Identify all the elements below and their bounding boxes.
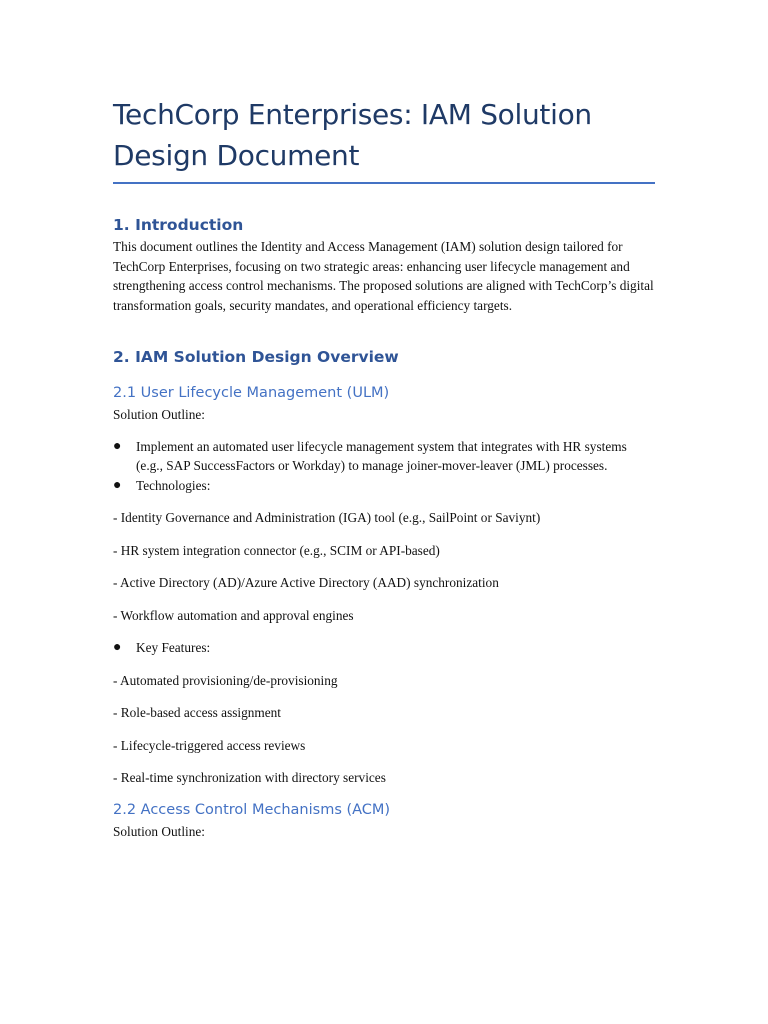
heading-solution-overview: 2. IAM Solution Design Overview bbox=[113, 348, 399, 366]
heading-user-lifecycle-management: 2.1 User Lifecycle Management (ULM) bbox=[113, 385, 390, 401]
ulm-features-bullet-list bbox=[113, 638, 655, 658]
feature-item: - Automated provisioning/de-provisioning bbox=[113, 672, 338, 688]
technology-item: - Active Directory (AD)/Azure Active Directory (AAD) synchronization bbox=[113, 575, 499, 590]
feature-item: - Role-based access assignment bbox=[113, 705, 282, 720]
bullet-icon: ● bbox=[113, 477, 122, 493]
acm-solution-outline-label: Solution Outline: bbox=[113, 823, 205, 839]
title-underline bbox=[113, 182, 655, 184]
document-content bbox=[113, 94, 655, 841]
bullet-icon: ● bbox=[113, 640, 122, 655]
bullet-text: Technologies: bbox=[136, 477, 211, 493]
document-title: TechCorp Enterprises: IAM Solution Design Document bbox=[113, 98, 592, 172]
heading-introduction: 1. Introduction bbox=[113, 216, 244, 234]
bullet-icon: ● bbox=[113, 438, 122, 454]
bullet-text: Implement an automated user lifecycle management system that integrates with HR systems (e.g., SAP SuccessFactors or Workday) to manage joiner-mover-leaver (JML) processes. bbox=[136, 438, 627, 473]
feature-item: - Real-time synchronization with directory services bbox=[113, 770, 386, 785]
introduction-paragraph: This document outlines the Identity and Access Management (IAM) solution design tailored for TechCorp Enterprises, focusing on two strategic areas: enhancing user lifecycle management and strengthening access control mechanisms. The proposed solutions are aligned with TechCorp’s digital transformation goals, security mandates, and operational efficiency targets. bbox=[113, 239, 654, 313]
list-item bbox=[113, 476, 655, 496]
technology-item: - HR system integration connector (e.g., SCIM or API-based) bbox=[113, 542, 440, 558]
bullet-text: Key Features: bbox=[136, 640, 211, 655]
technology-item: - Identity Governance and Administration (IGA) tool (e.g., SailPoint or Saviynt) bbox=[113, 510, 541, 525]
technology-item: - Workflow automation and approval engines bbox=[113, 607, 354, 623]
list-item bbox=[113, 437, 655, 476]
ulm-bullet-list bbox=[113, 437, 655, 496]
list-item bbox=[113, 638, 655, 658]
ulm-solution-outline-label: Solution Outline: bbox=[113, 407, 205, 422]
heading-access-control-mechanisms: 2.2 Access Control Mechanisms (ACM) bbox=[113, 801, 391, 818]
feature-item: - Lifecycle-triggered access reviews bbox=[113, 737, 306, 753]
